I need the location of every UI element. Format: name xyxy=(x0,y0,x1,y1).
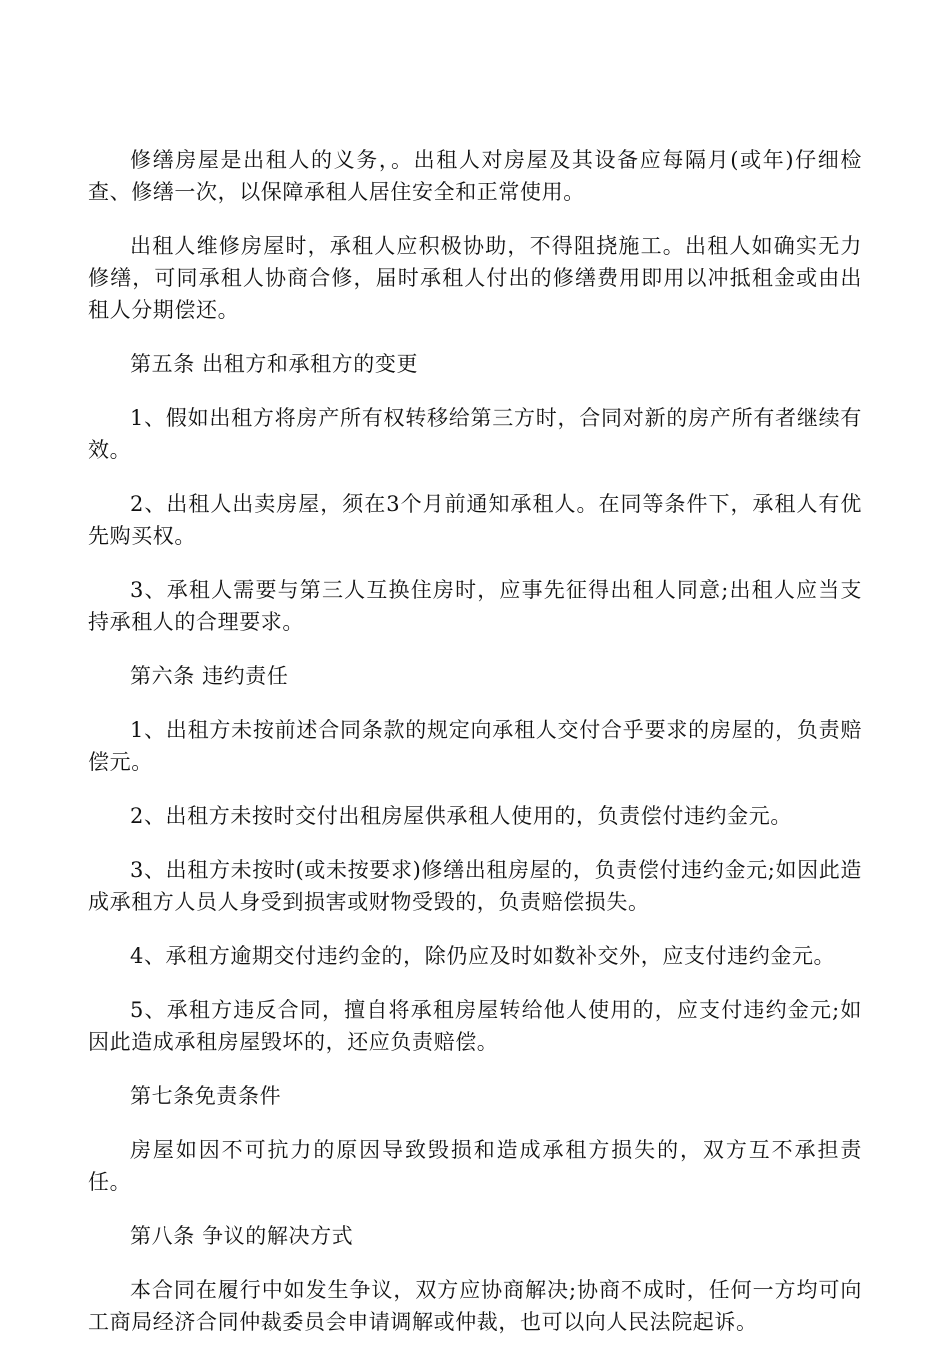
document-page xyxy=(88,144,862,1360)
paragraph-repair-cooperation: 出租人维修房屋时，承租人应积极协助，不得阻挠施工。出租人如确实无力修缮，可同承租人协商合修，届时承租人付出的修缮费用即用以冲抵租金或由出租人分期偿还。 xyxy=(88,234,862,322)
section-heading-article-8: 第八条 争议的解决方式 xyxy=(130,1224,354,1248)
paragraph-article-5-item-1: 1、假如出租方将房产所有权转移给第三方时，合同对新的房产所有者继续有效。 xyxy=(88,406,862,462)
paragraph-article-6-item-2: 2、出租方未按时交付出租房屋供承租人使用的，负责偿付违约金元。 xyxy=(130,804,792,828)
section-heading-article-7: 第七条免责条件 xyxy=(130,1084,282,1108)
paragraph-article-6-item-4: 4、承租方逾期交付违约金的，除仍应及时如数补交外，应支付违约金元。 xyxy=(130,944,836,968)
paragraph-article-5-item-2: 2、出租人出卖房屋，须在3个月前通知承租人。在同等条件下，承租人有优先购买权。 xyxy=(88,492,862,548)
paragraph-article-6-item-5: 5、承租方违反合同，擅自将承租房屋转给他人使用的，应支付违约金元;如因此造成承租房屋毁坏的，还应负责赔偿。 xyxy=(88,998,862,1054)
section-heading-article-6: 第六条 违约责任 xyxy=(130,664,289,688)
paragraph-article-7-body: 房屋如因不可抗力的原因导致毁损和造成承租方损失的，双方互不承担责任。 xyxy=(88,1138,862,1194)
paragraph-article-6-item-3: 3、出租方未按时(或未按要求)修缮出租房屋的，负责偿付违约金元;如因此造成承租方人员人身受到损害或财物受毁的，负责赔偿损失。 xyxy=(88,858,862,914)
paragraph-article-8-body: 本合同在履行中如发生争议，双方应协商解决;协商不成时，任何一方均可向工商局经济合同仲裁委员会申请调解或仲裁，也可以向人民法院起诉。 xyxy=(88,1278,862,1334)
paragraph-article-5-item-3: 3、承租人需要与第三人互换住房时，应事先征得出租人同意;出租人应当支持承租人的合理要求。 xyxy=(88,578,862,634)
paragraph-article-6-item-1: 1、出租方未按前述合同条款的规定向承租人交付合乎要求的房屋的，负责赔偿元。 xyxy=(88,718,862,774)
paragraph-repair-duty: 修缮房屋是出租人的义务，。出租人对房屋及其设备应每隔月(或年)仔细检查、修缮一次，以保障承租人居住安全和正常使用。 xyxy=(88,148,862,204)
section-heading-article-5: 第五条 出租方和承租方的变更 xyxy=(130,352,419,376)
